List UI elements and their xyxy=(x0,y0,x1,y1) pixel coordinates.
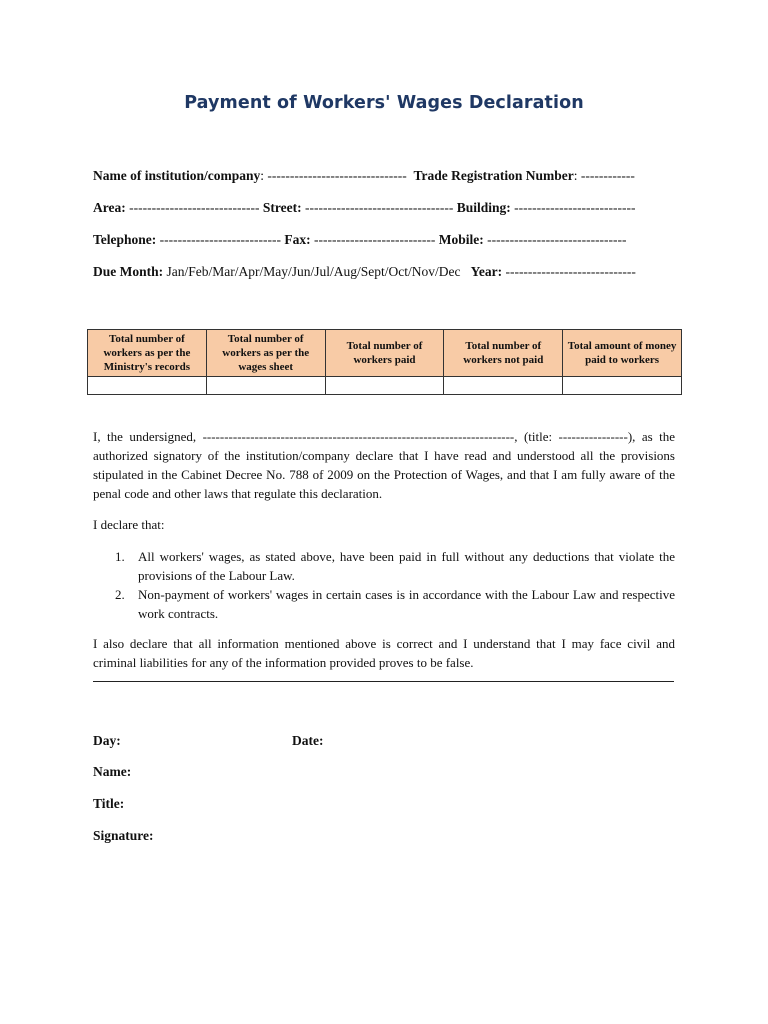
list-item-text: All workers' wages, as stated above, have been paid in full without any deductions that violate the provisions of the Labour Law. xyxy=(138,549,675,583)
year-label: Year: xyxy=(470,264,503,279)
list-item xyxy=(93,547,675,585)
declaration-closing: I also declare that all information mentioned above is correct and I understand that I may face civil and criminal liabilities for any of the information provided proves to be false. xyxy=(93,636,675,670)
fax-field[interactable]: --------------------------- xyxy=(314,232,436,247)
date-label: Date: xyxy=(292,733,324,748)
company-field[interactable]: ------------------------------- xyxy=(267,168,407,183)
area-label: Area: xyxy=(93,200,126,215)
declaration-intro: I, the undersigned, ------------------------------------------------------------------------, (title: ----------------), as the authorized signatory of the institution/company declare that I have read and understood all the provisions stipulated in the Cabinet Decree No. 788 of 2009 on the Protection of Wages, and that I am fully aware of the penal code and other laws that regulate this declaration. xyxy=(93,429,675,501)
telephone-label: Telephone: xyxy=(93,232,157,247)
fax-label: Fax: xyxy=(284,232,311,247)
company-colon: : xyxy=(260,168,265,183)
table-header-wages-sheet: Total number of workers as per the wages sheet xyxy=(206,330,325,377)
street-field[interactable]: --------------------------------- xyxy=(304,200,454,215)
cell-wages-sheet[interactable] xyxy=(206,377,325,395)
trade-registration-field[interactable]: ------------ xyxy=(580,168,635,183)
signature-label: Signature: xyxy=(93,828,154,843)
company-row xyxy=(93,168,673,184)
address-row xyxy=(93,200,673,216)
page-title: Payment of Workers' Wages Declaration xyxy=(184,93,584,113)
table-header-row xyxy=(88,330,682,377)
mobile-label: Mobile: xyxy=(438,232,484,247)
area-field[interactable]: ----------------------------- xyxy=(129,200,260,215)
cell-amount-paid[interactable] xyxy=(563,377,682,395)
declaration-list xyxy=(93,547,675,623)
trade-colon: : xyxy=(573,168,578,183)
table-header-workers-paid: Total number of workers paid xyxy=(325,330,444,377)
street-label: Street: xyxy=(262,200,302,215)
cell-workers-not-paid[interactable] xyxy=(444,377,563,395)
trade-registration-label: Trade Registration Number xyxy=(413,168,574,183)
contact-row xyxy=(93,232,673,248)
divider-line xyxy=(93,681,674,682)
table-header-amount-paid: Total amount of money paid to workers xyxy=(563,330,682,377)
table-row xyxy=(88,377,682,395)
list-item-number: 2. xyxy=(115,587,125,602)
mobile-field[interactable]: ------------------------------- xyxy=(487,232,627,247)
telephone-field[interactable]: --------------------------- xyxy=(159,232,282,247)
due-month-label: Due Month: xyxy=(93,264,164,279)
table-header-workers-not-paid: Total number of workers not paid xyxy=(444,330,563,377)
cell-workers-paid[interactable] xyxy=(325,377,444,395)
year-field[interactable]: ----------------------------- xyxy=(505,264,636,279)
building-label: Building: xyxy=(456,200,511,215)
list-item xyxy=(93,585,675,623)
day-label: Day: xyxy=(93,733,121,748)
cell-ministry-records[interactable] xyxy=(88,377,207,395)
workers-summary-table xyxy=(87,329,682,395)
period-row xyxy=(93,264,673,280)
list-item-text: Non-payment of workers' wages in certain cases is in accordance with the Labour Law and respective work contracts. xyxy=(138,587,675,621)
name-label: Name: xyxy=(93,764,132,779)
table-header-ministry-records: Total number of workers as per the Ministry's records xyxy=(88,330,207,377)
title-label: Title: xyxy=(93,796,125,811)
due-month-options[interactable]: Jan/Feb/Mar/Apr/May/Jun/Jul/Aug/Sept/Oct/Nov/Dec xyxy=(166,264,461,279)
declaration-lead: I declare that: xyxy=(93,517,165,532)
company-label: Name of institution/company xyxy=(93,168,261,183)
list-item-number: 1. xyxy=(115,549,125,564)
building-field[interactable]: --------------------------- xyxy=(514,200,636,215)
